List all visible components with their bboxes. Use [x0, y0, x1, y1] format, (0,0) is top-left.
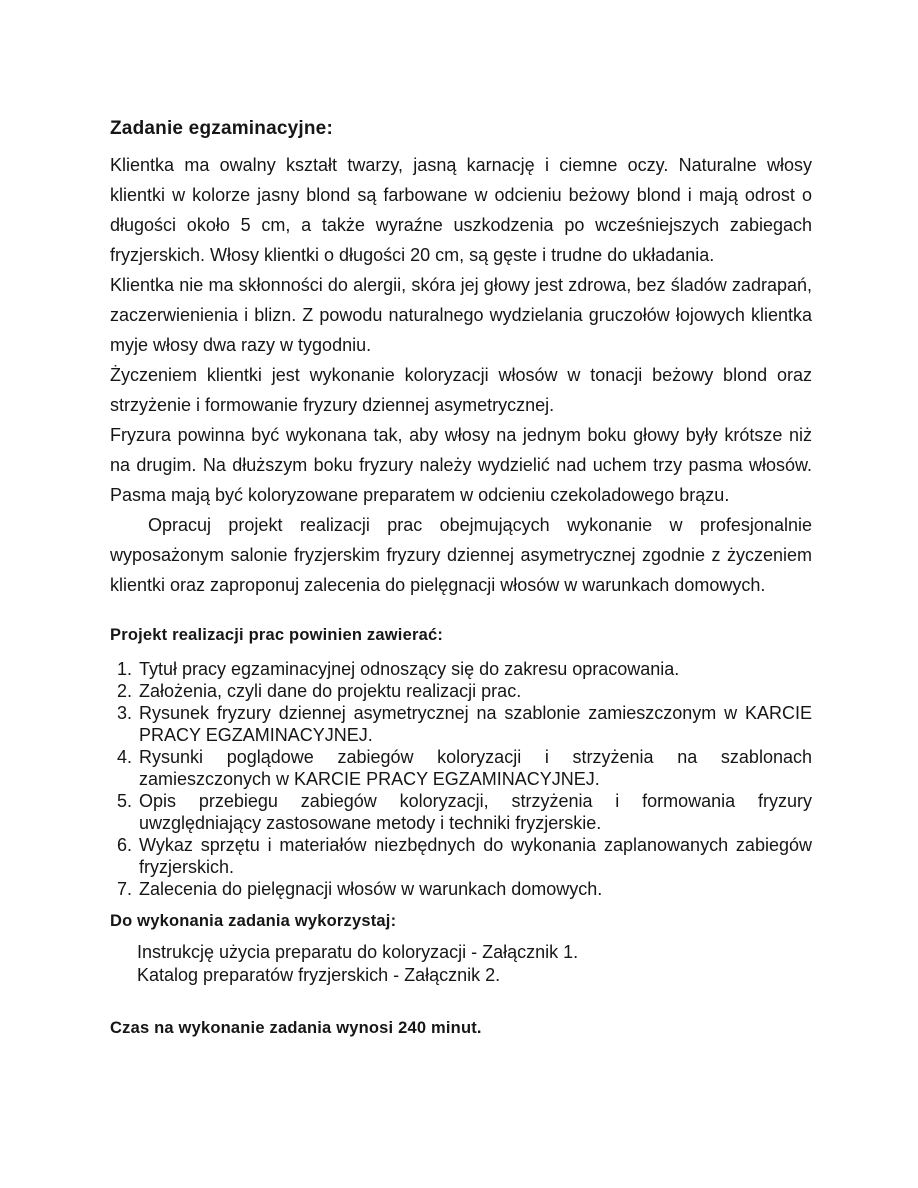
list-item-text: Założenia, czyli dane do projektu realizacji prac.: [139, 681, 522, 701]
list-item-number: 5.: [117, 791, 133, 811]
list-item: [110, 658, 812, 680]
time-limit-note: Czas na wykonanie zadania wynosi 240 minut.: [110, 1019, 482, 1037]
list-item: [110, 680, 812, 702]
paragraph-client-description: Klientka ma owalny kształt twarzy, jasną karnację i ciemne oczy. Naturalne włosy klientki w kolorze jasny blond są farbowane w odcieniu beżowy blond i mają odrost o długości około 5 cm, a także wyraźne uszkodzenia po wcześniejszych zabiegach fryzjerskich. Włosy klientki o długości 20 cm, są gęste i trudne do układania.: [110, 155, 812, 265]
list-item: [110, 878, 812, 900]
list-item: [110, 746, 812, 790]
list-item: [110, 702, 812, 746]
list-item-text: Rysunki poglądowe zabiegów koloryzacji i strzyżenia na szablonach zamieszczonych w KARCIE PRACY EGZAMINACYJNEJ.: [139, 747, 812, 789]
list-item-number: 4.: [117, 747, 133, 767]
list-item-text: Wykaz sprzętu i materiałów niezbędnych do wykonania zaplanowanych zabiegów fryzjerskich.: [139, 835, 812, 877]
resource-attachment-1: Instrukcję użycia preparatu do koloryzacji - Załącznik 1.: [137, 942, 579, 962]
list-item-number: 7.: [117, 879, 133, 899]
list-item-text: Opis przebiegu zabiegów koloryzacji, strzyżenia i formowania fryzury uwzględniający zastosowane metody i techniki fryzjerskie.: [139, 791, 812, 833]
list-item-number: 2.: [117, 681, 133, 701]
paragraph-client-wish: Życzeniem klientki jest wykonanie koloryzacji włosów w tonacji beżowy blond oraz strzyżenie i formowanie fryzury dziennej asymetrycznej.: [110, 365, 812, 415]
paragraph-hairstyle-spec: Fryzura powinna być wykonana tak, aby włosy na jednym boku głowy były krótsze niż na drugim. Na dłuższym boku fryzury należy wydzielić nad uchem trzy pasma włosów. Pasma mają być koloryzowane preparatem w odcieniu czekoladowego brązu.: [110, 425, 812, 505]
list-item-text: Tytuł pracy egzaminacyjnej odnoszący się do zakresu opracowania.: [139, 659, 680, 679]
list-item-number: 6.: [117, 835, 133, 855]
resources-list: [110, 941, 812, 987]
resource-attachment-2: Katalog preparatów fryzjerskich - Załącznik 2.: [137, 965, 501, 985]
requirements-heading: Projekt realizacji prac powinien zawierać:: [110, 626, 444, 644]
page-title: Zadanie egzaminacyjne:: [110, 118, 333, 139]
list-item-text: Rysunek fryzury dziennej asymetrycznej na szablonie zamieszczonym w KARCIE PRACY EGZAMINACYJNEJ.: [139, 703, 812, 745]
list-item: [110, 790, 812, 834]
list-item: [110, 834, 812, 878]
paragraph-client-health: Klientka nie ma skłonności do alergii, skóra jej głowy jest zdrowa, bez śladów zadrapań, zaczerwienienia i blizn. Z powodu naturalnego wydzielania gruczołów łojowych klientka myje włosy dwa razy w tygodniu.: [110, 275, 812, 355]
list-item-number: 3.: [117, 703, 133, 723]
requirements-list: [110, 658, 812, 900]
list-item-text: Zalecenia do pielęgnacji włosów w warunkach domowych.: [139, 879, 603, 899]
paragraph-task-instruction: Opracuj projekt realizacji prac obejmujących wykonanie w profesjonalnie wyposażonym salonie fryzjerskim fryzury dziennej asymetrycznej zgodnie z życzeniem klientki oraz zaproponuj zalecenia do pielęgnacji włosów w warunkach domowych.: [110, 515, 812, 595]
list-item-number: 1.: [117, 659, 133, 679]
resources-heading: Do wykonania zadania wykorzystaj:: [110, 912, 397, 930]
